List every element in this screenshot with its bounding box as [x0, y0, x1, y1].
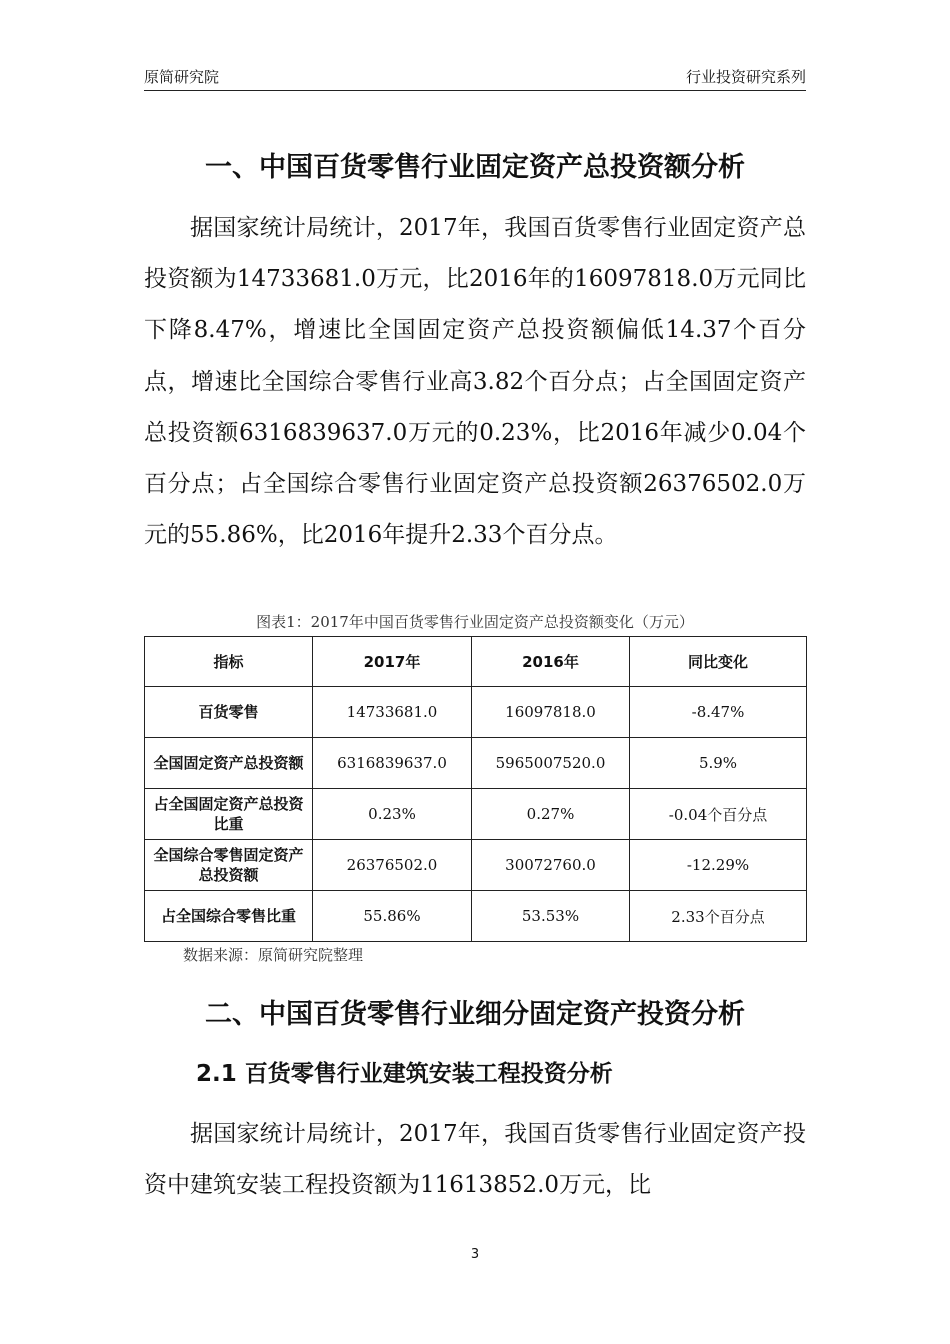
header-series: 行业投资研究系列: [685, 68, 806, 86]
page-number: 3: [470, 1247, 480, 1262]
row-label: 占全国固定资产总投资比重: [145, 789, 313, 840]
table-cell: 5965007520.0: [472, 738, 630, 789]
section2-subtitle: 2.1 百货零售行业建筑安装工程投资分析: [196, 1061, 613, 1087]
header-publisher: 原简研究院: [144, 68, 220, 86]
table-row: [145, 738, 807, 789]
table-cell: 16097818.0: [472, 687, 630, 738]
table-cell: 0.23%: [313, 789, 472, 840]
table-cell: 53.53%: [472, 891, 630, 942]
row-label: 百货零售: [145, 687, 313, 738]
table-cell: 2.33个百分点: [630, 891, 807, 942]
page-header: [144, 62, 806, 91]
row-label: 全国综合零售固定资产总投资额: [145, 840, 313, 891]
section1-paragraph: 据国家统计局统计，2017年，我国百货零售行业固定资产总投资额为14733681.0万元，比2016年的16097818.0万元同比下降8.47%，增速比全国固定资产总投资额偏低14.37个百分点，增速比全国综合零售行业高3.82个百分点；占全国固定资产总投资额6316839637.0万元的0.23%，比2016年减少0.04个百分点；占全国综合零售行业固定资产总投资额26376502.0万元的55.86%，比2016年提升2.33个百分点。: [144, 215, 806, 549]
table-row: [145, 687, 807, 738]
table-row: [145, 789, 807, 840]
table-caption: 图表1：2017年中国百货零售行业固定资产总投资额变化（万元）: [256, 613, 694, 631]
column-header: 同比变化: [630, 637, 807, 687]
column-header: 2017年: [313, 637, 472, 687]
table-source-note: 数据来源：原简研究院整理: [183, 946, 364, 964]
table-row: [145, 891, 807, 942]
table-cell: 0.27%: [472, 789, 630, 840]
table-cell: 26376502.0: [313, 840, 472, 891]
table-header-row: [145, 637, 807, 687]
row-label: 占全国综合零售比重: [145, 891, 313, 942]
table-cell: 55.86%: [313, 891, 472, 942]
table-cell: -8.47%: [630, 687, 807, 738]
table-cell: 30072760.0: [472, 840, 630, 891]
section1-title: 一、中国百货零售行业固定资产总投资额分析: [205, 152, 745, 183]
table-cell: -0.04个百分点: [630, 789, 807, 840]
table-cell: -12.29%: [630, 840, 807, 891]
investment-table: [144, 636, 807, 942]
section2-paragraph: 据国家统计局统计，2017年，我国百货零售行业固定资产投资中建筑安装工程投资额为11613852.0万元，比: [144, 1121, 806, 1199]
table-cell: 6316839637.0: [313, 738, 472, 789]
column-header: 指标: [145, 637, 313, 687]
column-header: 2016年: [472, 637, 630, 687]
table-cell: 14733681.0: [313, 687, 472, 738]
table-cell: 5.9%: [630, 738, 807, 789]
row-label: 全国固定资产总投资额: [145, 738, 313, 789]
table-row: [145, 840, 807, 891]
section2-title: 二、中国百货零售行业细分固定资产投资分析: [205, 999, 745, 1030]
